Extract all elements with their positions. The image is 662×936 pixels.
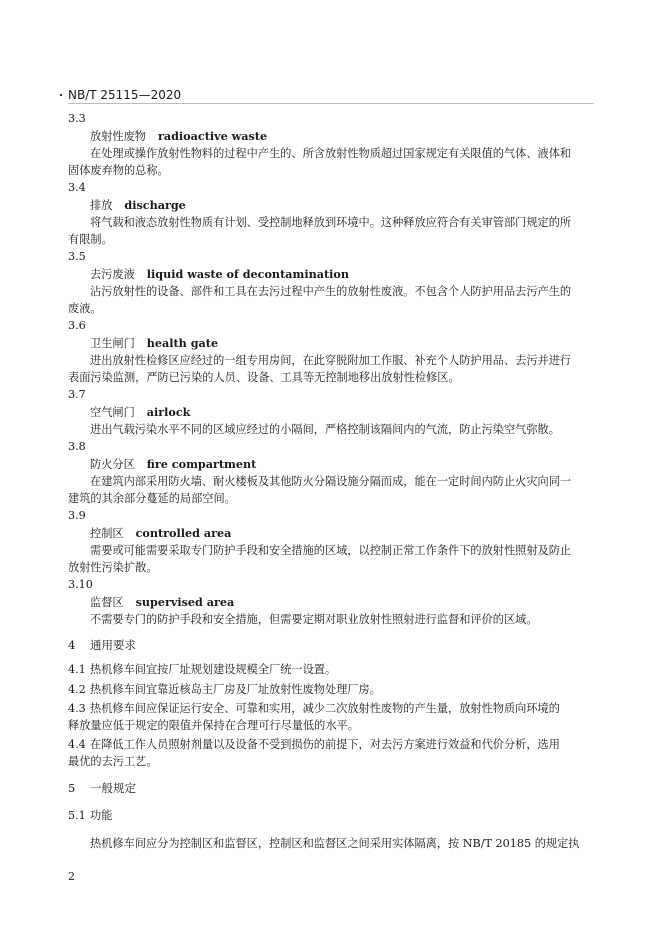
page-number: 2 [68, 870, 75, 883]
term-number: 3.6 [68, 319, 86, 332]
clause-number: 4.2 [68, 683, 86, 696]
clause-text-cont: 最优的去污工艺。 [68, 755, 158, 768]
term-title [90, 525, 231, 542]
term-title [90, 594, 234, 611]
term-definition-cont: 固体废弃物的总称。 [68, 164, 169, 177]
term-number: 3.9 [68, 509, 86, 522]
term-definition-cont: 废液。 [68, 302, 102, 315]
term-definition: 沾污放射性的设备、部件和工具在去污过程中产生的放射性废液。不包含个人防护用品去污产生的 [90, 285, 572, 298]
term-title [90, 456, 256, 473]
term-definition: 在建筑内部采用防火墙、耐火楼板及其他防火分隔设施分隔而成，能在一定时间内防止火灾向同一 [90, 475, 572, 488]
clause-text: 在降低工作人员照射剂量以及设备不受到损伤的前提下，对去污方案进行效益和代价分析，选用 [90, 738, 560, 751]
term-definition-cont: 表面污染监测，严防已污染的人员、设备、工具等无控制地移出放射性检修区。 [68, 371, 460, 384]
term-en: fire compartment [146, 457, 257, 471]
term-zh: 控制区 [90, 527, 124, 540]
term-definition: 需要或可能需要采取专门防护手段和安全措施的区域，以控制正常工作条件下的放射性照射及防止 [90, 544, 572, 557]
body-text: 热机修车间应分为控制区和监督区，控制区和监督区之间采用实体隔离，按 NB/T 20185 的规定执 [90, 837, 580, 850]
term-en: supervised area [135, 595, 235, 609]
clause [68, 737, 560, 753]
clause-number: 4.4 [68, 738, 86, 751]
term-definition-cont: 建筑的其余部分蔓延的局部空间。 [68, 492, 236, 505]
clause-text: 热机修车间应保证运行安全、可靠和实用，减少二次放射性废物的产生量，放射性物质向环境的 [90, 702, 560, 715]
term-definition: 不需要专门的防护手段和安全措施，但需要定期对职业放射性照射进行监督和评价的区域。 [90, 613, 538, 626]
term-number: 3.7 [68, 388, 86, 401]
term-title [90, 128, 267, 145]
term-en: controlled area [135, 526, 232, 540]
clause-text-cont: 释放量应低于规定的限值并保持在合理可行尽量低的水平。 [68, 719, 359, 732]
term-title [90, 404, 190, 421]
term-number: 3.5 [68, 250, 86, 263]
subsection-heading [68, 808, 112, 824]
term-number: 3.8 [68, 440, 86, 453]
clause-text: 热机修车间宜按厂址规划建设规模全厂统一设置。 [90, 663, 337, 676]
term-en: health gate [146, 336, 219, 350]
term-definition-cont: 放射性污染扩散。 [68, 561, 158, 574]
section-title: 通用要求 [90, 638, 136, 652]
clause-number: 4.3 [68, 702, 86, 715]
clause-number: 4.1 [68, 663, 86, 676]
term-title [90, 266, 349, 283]
term-zh: 去污废液 [90, 268, 135, 281]
term-zh: 卫生闸门 [90, 337, 135, 350]
term-en: radioactive waste [157, 129, 268, 143]
section-number: 4 [68, 638, 76, 652]
term-en: liquid waste of decontamination [146, 267, 349, 281]
section-number: 5 [68, 781, 76, 795]
subsection-number: 5.1 [68, 809, 86, 822]
term-zh: 防火分区 [90, 458, 135, 471]
term-zh: 空气闸门 [90, 406, 135, 419]
clause [68, 701, 560, 717]
term-definition-cont: 有限制。 [68, 233, 113, 246]
term-definition: 在处理或操作放射性物料的过程中产生的、所含放射性物质超过国家规定有关限值的气体、液体和 [90, 147, 572, 160]
header-rule [68, 103, 594, 104]
section-heading [68, 780, 136, 796]
subsection-title: 功能 [90, 809, 113, 822]
term-number: 3.3 [68, 112, 86, 125]
clause [68, 682, 381, 698]
term-definition: 进出放射性检修区应经过的一组专用房间，在此穿脱附加工作服、补充个人防护用品、去污并进行 [90, 354, 572, 367]
clause [68, 662, 336, 678]
section-heading [68, 637, 136, 653]
term-number: 3.10 [68, 578, 93, 591]
term-definition: 进出气载污染水平不同的区域应经过的小隔间，严格控制该隔间内的气流，防止污染空气弥散。 [90, 423, 560, 436]
term-definition: 将气载和液态放射性物质有计划、受控制地释放到环境中。这种释放应符合有关审管部门规定的所 [90, 216, 572, 229]
term-number: 3.4 [68, 181, 86, 194]
margin-dot [60, 94, 62, 96]
term-zh: 放射性废物 [90, 130, 146, 143]
section-title: 一般规定 [90, 781, 136, 795]
term-zh: 排放 [90, 199, 113, 212]
clause-text: 热机修车间宜靠近核岛主厂房及厂址放射性废物处理厂房。 [90, 683, 381, 696]
term-zh: 监督区 [90, 596, 124, 609]
standard-code: NB/T 25115—2020 [68, 88, 182, 102]
term-title [90, 197, 186, 214]
term-en: airlock [146, 405, 191, 419]
term-en: discharge [124, 198, 186, 212]
term-title [90, 335, 218, 352]
